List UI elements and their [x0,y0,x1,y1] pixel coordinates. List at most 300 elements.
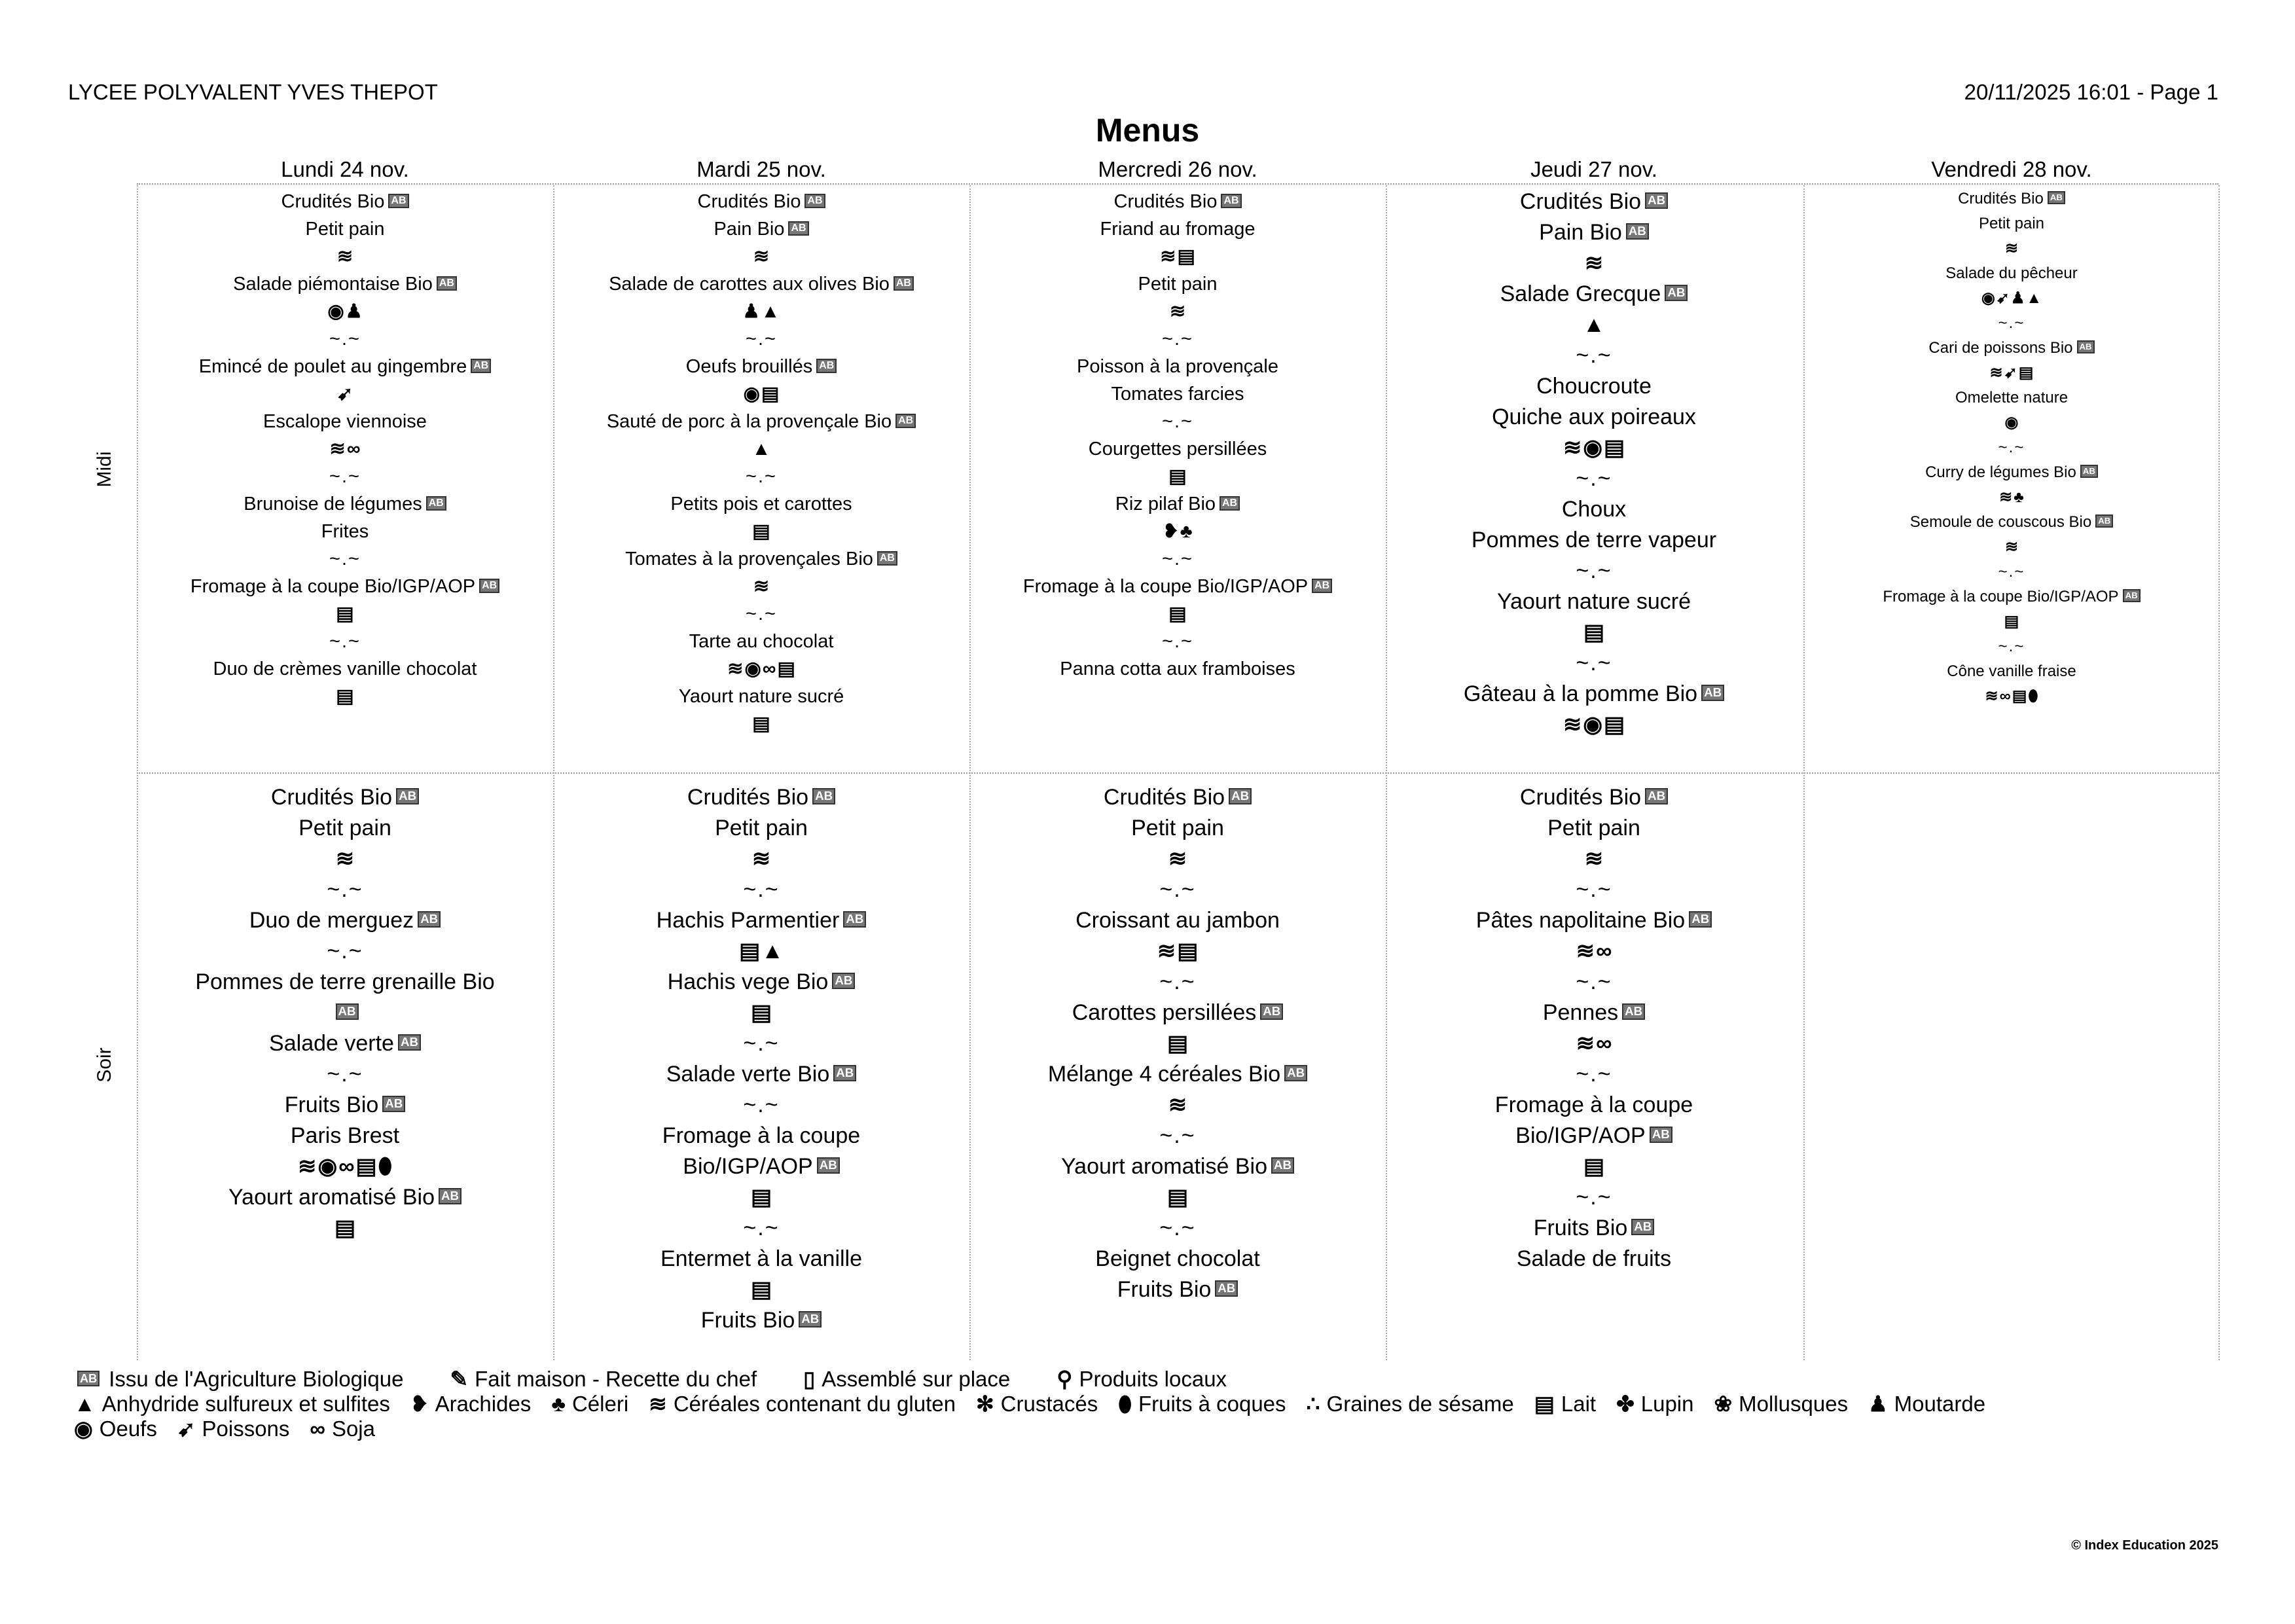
menu-cell-midi [1803,187,2220,709]
dish [553,215,969,243]
oeufs-icon: ◉ [317,1154,338,1179]
allergen-icons [553,844,969,875]
dish [1386,187,1802,217]
course-separator: ~.~ [329,549,361,569]
bio-icon: AB [804,194,825,208]
bio-icon: AB [833,1065,856,1081]
course-separator: ~.~ [1576,969,1612,994]
legend-item [1534,1392,1596,1416]
dish [969,1244,1386,1274]
day-header: Vendredi 28 nov. [1931,157,2092,181]
legend-label: Moutarde [1894,1392,1986,1416]
course-separator: ~.~ [1159,877,1196,902]
course-separator: ~.~ [1159,1216,1196,1240]
dish [137,905,553,936]
sulfites-icon: ▲ [751,439,771,460]
fruits-a-coques-icon: ⬮ [378,1154,392,1179]
allergen-icons [969,243,1386,270]
dish [1386,782,1802,813]
dish [137,655,553,683]
dish [137,782,553,813]
allergen-icons [1386,248,1802,279]
bio-icon: AB [1626,223,1649,240]
allergen-icons [1386,1028,1802,1059]
gluten-icon: ≋ [753,576,770,597]
course-separator: ~.~ [1162,411,1193,432]
sulfites-icon: ▲ [2026,289,2042,307]
celeri-icon: ♣ [2014,488,2024,506]
allergen-icons [1803,236,2220,261]
dish [969,782,1386,813]
print-timestamp: 20/11/2025 16:01 - Page 1 [1964,80,2218,104]
menu-cell-midi [1386,187,1802,740]
gluten-icon: ≋ [329,439,346,460]
gluten-icon: ≋ [1999,488,2013,506]
dish-name: Crudités Bio [687,785,809,810]
soja-icon: ∞ [1596,1031,1612,1056]
dish-name: Cône vanille fraise [1947,662,2076,680]
arachides-icon: ❥ [1163,521,1179,542]
allergen-icons [553,998,969,1028]
legend-label: Céleri [571,1392,629,1416]
lait-icon: ▤ [1534,1392,1555,1416]
dish [969,215,1386,243]
allergen-icons [553,380,969,408]
allergen-icons [137,380,553,408]
lait-icon: ▤ [1166,1031,1189,1056]
course-separator: ~.~ [327,1062,363,1087]
legend-item [1306,1392,1514,1416]
sulfites-icon: ▲ [761,939,784,964]
course-separator: ~.~ [1576,466,1612,491]
allergen-icons [1803,286,2220,311]
gluten-icon: ≋ [298,1154,317,1179]
allergen-icons [137,298,553,325]
dish-name: Cari de poissons Bio [1928,339,2073,357]
allergen-icons [137,1151,553,1182]
dish [969,1274,1386,1305]
dish [969,188,1386,215]
allergen-icons [553,710,969,738]
day-header: Jeudi 27 nov. [1530,157,1657,181]
dish [1803,211,2220,236]
poissons-icon: ➹ [2004,364,2017,382]
gluten-icon: ≋ [751,846,771,871]
allergen-icons [969,518,1386,545]
gluten-icon: ≋ [1584,846,1604,871]
bio-icon: AB [1284,1065,1307,1081]
lait-icon: ▤ [1583,1154,1605,1179]
bio-icon: AB [1645,192,1668,209]
course-separator: ~.~ [746,466,777,487]
dish-name: Choucroute [1536,374,1652,399]
course-separator: ~.~ [1162,329,1193,350]
menu-cell-midi [969,188,1386,683]
bio-icon: AB [426,496,446,511]
dish-name: Tomates à la provençales Bio [625,549,873,569]
bio-icon: AB [1229,788,1252,804]
dish [553,545,969,573]
dish [137,215,553,243]
legend-item [73,1367,403,1391]
bio-icon: AB [843,911,866,928]
gluten-icon: ≋ [727,659,744,679]
oeufs-icon: ◉ [1981,289,1995,307]
dish-name: Pommes de terre grenaille Bio [195,969,495,994]
dish [553,490,969,518]
bio-icon: AB [1650,1127,1672,1143]
allergen-icons [1386,844,1802,875]
bio-icon: AB [437,276,457,291]
lait-icon: ▤ [750,1277,772,1302]
soja-icon: ∞ [310,1416,325,1441]
dish-name: Pommes de terre vapeur [1471,528,1717,552]
legend-label: Assemblé sur place [822,1367,1011,1391]
lait-icon: ▤ [336,686,354,707]
dish-name: Salade de carottes aux olives Bio [609,274,890,295]
gluten-icon: ≋ [1168,846,1187,871]
gluten-icon: ≋ [1989,364,2003,382]
oeufs-icon: ◉ [74,1416,93,1441]
lait-icon: ▤ [2012,687,2027,705]
course-separator: ~.~ [1576,877,1612,902]
day-header: Mercredi 26 nov. [1098,157,1257,181]
allergen-icons [1803,410,2220,435]
lait-icon: ▤ [1177,246,1195,267]
bio-icon: AB [1221,194,1241,208]
dish [1386,1213,1802,1244]
allergen-icons [969,1182,1386,1213]
lait-icon: ▤ [750,1185,772,1210]
gluten-icon: ≋ [1584,251,1604,276]
allergen-icons [1386,617,1802,648]
sulfites-icon: ▲ [1583,312,1605,337]
dish-name: Escalope viennoise [263,411,427,432]
dish-name: Salade Grecque [1500,281,1661,306]
menu-cell-midi [553,188,969,738]
bio-icon: AB [398,1034,421,1051]
lait-icon: ▤ [761,384,780,405]
dish-name: Crudités Bio [1519,189,1642,214]
dish [553,1305,969,1336]
dish [1386,998,1802,1028]
allergen-icons [553,936,969,967]
bio-icon: AB [388,194,408,208]
dish [137,1121,553,1151]
dish [969,813,1386,844]
lait-icon: ▤ [2018,364,2034,382]
bio-icon: AB [817,1157,840,1174]
legend-label: Céréales contenant du gluten [673,1392,956,1416]
dish-name: Courgettes persillées [1088,439,1267,460]
dish-name: Fruits Bio [284,1092,379,1117]
menu-cell-midi [137,188,553,710]
gluten-icon: ≋ [753,246,770,267]
course-separator: ~.~ [327,939,363,964]
dish-name: Pâtes napolitaine Bio [1475,908,1686,933]
bio-icon: AB [816,359,837,373]
dish [553,905,969,936]
course-separator: ~.~ [743,877,780,902]
gluten-icon: ≋ [335,846,355,871]
poissons-icon: ➹ [336,384,353,405]
legend-item [1714,1392,1849,1416]
allergen-icons [137,243,553,270]
dish [969,490,1386,518]
dish [969,353,1386,380]
dish [969,573,1386,600]
bio-icon: AB [877,551,897,566]
legend-label: Issu de l'Agriculture Biologique [109,1367,404,1391]
lait-icon: ▤ [1168,466,1187,487]
legend-label: Graines de sésame [1326,1392,1514,1416]
legend-item [1056,1367,1227,1391]
lait-icon: ▤ [752,521,770,542]
legend-label: Oeufs [99,1416,157,1441]
dish [969,655,1386,683]
lait-icon: ▤ [1604,435,1625,460]
allergen-icons [137,1213,553,1244]
legend-item [410,1392,531,1416]
dish [969,998,1386,1028]
course-separator: ~.~ [743,1031,780,1056]
legend-row [73,1416,2005,1441]
dish [969,1059,1386,1090]
allergen-icons [553,518,969,545]
course-separator: ~.~ [1162,631,1193,652]
course-separator: ~.~ [1576,558,1612,583]
gluten-icon: ≋ [2004,240,2019,257]
dish [1803,510,2220,535]
legend-label: Arachides [435,1392,532,1416]
bio-icon: AB [1689,911,1712,928]
course-separator: ~.~ [329,631,361,652]
dish-name: Petits pois et carottes [670,494,852,514]
dish [137,490,553,518]
dish-name: Friand au fromage [1100,219,1256,240]
allergen-icons [553,655,969,683]
allergen-icons [1386,936,1802,967]
sesame-icon: ∴ [1306,1392,1320,1416]
oeufs-icon: ◉ [1583,435,1603,460]
legend-item [1117,1392,1286,1416]
bio-icon: AB [1220,496,1240,511]
allergen-icons [969,936,1386,967]
allergen-icons [1386,710,1802,740]
dish [137,408,553,435]
dish-name: Bio/IGP/AOP [683,1154,813,1179]
dish-name: Riz pilaf Bio [1115,494,1216,514]
dish-name: Carottes persillées [1072,1000,1257,1025]
lait-icon: ▤ [1604,712,1625,737]
bio-icon: AB [832,973,855,989]
bio-icon: AB [396,788,419,804]
legend-label: Lupin [1640,1392,1694,1416]
soja-icon: ∞ [762,659,776,679]
dish-name: Quiche aux poireaux [1492,405,1696,429]
allergen-icons [1386,433,1802,463]
dish-name: Duo de merguez [249,908,414,933]
dish-name: Croissant au jambon [1075,908,1280,933]
crustaces-icon: ✻ [975,1392,994,1416]
dish-name: Panna cotta aux framboises [1060,659,1295,679]
dish-name: Petit pain [715,816,808,840]
lait-icon: ▤ [777,659,795,679]
bio-icon: AB [439,1188,461,1204]
assemble-icon: ▯ [803,1367,816,1391]
dish-name: Crudités Bio [1958,190,2044,208]
dish [1386,679,1802,710]
legend-item [1868,1392,1985,1416]
course-separator: ~.~ [329,329,361,350]
lait-icon: ▤ [2004,613,2019,630]
sulfites-icon: ▲ [761,301,780,322]
dish [1803,460,2220,485]
menu-cell-soir [969,782,1386,1305]
dish [553,628,969,655]
lait-icon: ▤ [1168,604,1187,624]
oeufs-icon: ◉ [744,659,761,679]
gluten-icon: ≋ [649,1392,667,1416]
sulfites-icon: ▲ [74,1392,96,1416]
bio-icon: AB [336,1003,359,1020]
gluten-icon: ≋ [1563,435,1582,460]
moutarde-icon: ♟ [742,301,760,322]
lait-icon: ▤ [750,1000,772,1025]
lait-icon: ▤ [1166,1185,1189,1210]
gluten-icon: ≋ [336,246,353,267]
allergen-icons [969,1090,1386,1121]
dish [137,967,553,998]
legend-item [551,1392,628,1416]
allergen-icons [1803,485,2220,510]
legend-item [975,1392,1098,1416]
dish-name: Fromage à la coupe Bio/IGP/AOP [1022,576,1309,597]
meal-label-midi: Midi [94,451,115,488]
dish-name: Crudités Bio [1519,785,1642,810]
dish-name: Salade verte Bio [666,1062,830,1087]
dish [553,782,969,813]
dish-name: Gâteau à la pomme Bio [1463,681,1698,706]
moutarde-icon: ♟ [345,301,363,322]
bio-icon: AB [2123,589,2141,602]
dish [553,813,969,844]
dish-name: Hachis vege Bio [667,969,829,994]
dish [553,1121,969,1151]
gluten-icon: ≋ [1157,939,1176,964]
dish [1803,336,2220,361]
dish [553,408,969,435]
menu-cell-soir [553,782,969,1336]
legend-label: Fruits à coques [1138,1392,1286,1416]
bio-icon: AB [1665,285,1688,301]
celeri-icon: ♣ [1180,521,1193,542]
allergen-icons [553,243,969,270]
allergen-icons [137,844,553,875]
dish-name: Petit pain [1138,274,1218,295]
fait-maison-icon: ✎ [450,1367,469,1391]
lait-icon: ▤ [334,1216,356,1240]
dish [553,270,969,298]
bio-icon: AB [1312,579,1332,593]
allergen-icons [553,1182,969,1213]
dish-name: Brunoise de légumes [244,494,422,514]
dish-name: Salade de fruits [1516,1246,1672,1271]
dish [137,1090,553,1121]
dish-name: Mélange 4 céréales Bio [1047,1062,1281,1087]
legend-item [449,1367,757,1391]
dish [1803,261,2220,286]
gluten-icon: ≋ [1160,246,1176,267]
allergen-icons [137,998,553,1028]
dish-name: Tomates farcies [1111,384,1244,405]
dish-name: Petit pain [305,219,385,240]
dish-name: Crudités Bio [281,191,385,212]
dish [553,683,969,710]
course-separator: ~.~ [1998,638,2025,655]
gluten-icon: ≋ [1169,301,1186,322]
dish [1386,494,1802,525]
legend-item [803,1367,1010,1391]
menu-cell-soir [1386,782,1802,1274]
soja-icon: ∞ [338,1154,355,1179]
celeri-icon: ♣ [551,1392,566,1416]
dish-name: Fromage à la coupe Bio/IGP/AOP [1883,588,2119,605]
dish-name: Bio/IGP/AOP [1515,1123,1646,1148]
soja-icon: ∞ [1596,939,1612,964]
dish-name: Yaourt aromatisé Bio [1061,1154,1267,1179]
dish-name: Fromage à la coupe [662,1123,861,1148]
dish [1386,279,1802,310]
legend-row [73,1392,2005,1416]
gluten-icon: ≋ [1563,712,1582,737]
allergen-icons [1803,684,2220,709]
lait-icon: ▤ [1583,620,1605,645]
dish [137,518,553,545]
bio-icon: AB [1622,1003,1645,1020]
course-separator: ~.~ [329,466,361,487]
allergen-icons [1386,310,1802,340]
bio-icon: AB [799,1311,822,1327]
dish-name: Duo de crèmes vanille chocolat [213,659,477,679]
dish-name: Fruits Bio [700,1308,795,1333]
bio-icon: AB [479,579,499,593]
copyright: © Index Education 2025 [2071,1538,2218,1553]
oeufs-icon: ◉ [743,384,760,405]
allergen-icons [969,463,1386,490]
dish-name: Crudités Bio [1103,785,1225,810]
gluten-icon: ≋ [1168,1092,1187,1117]
bio-icon: AB [418,911,441,928]
legend-label: Mollusques [1739,1392,1849,1416]
legend-item [1616,1392,1693,1416]
allergen-icons [1803,361,2220,386]
dish [969,435,1386,463]
dish-name: Crudités Bio [1113,191,1218,212]
lait-icon: ▤ [739,939,761,964]
dish-name: Hachis Parmentier [656,908,840,933]
legend-label: Anhydride sulfureux et sulfites [101,1392,390,1416]
dish-name: Curry de légumes Bio [1925,463,2076,481]
allergen-icons [137,683,553,710]
bio-icon: AB [77,1371,99,1386]
fruits-a-coques-icon: ⬮ [1118,1392,1132,1416]
course-separator: ~.~ [1159,1123,1196,1148]
bio-icon: AB [1701,685,1724,701]
lait-icon: ▤ [336,604,354,624]
legend-label: Crustacés [1000,1392,1098,1416]
allergen-icons [553,435,969,463]
